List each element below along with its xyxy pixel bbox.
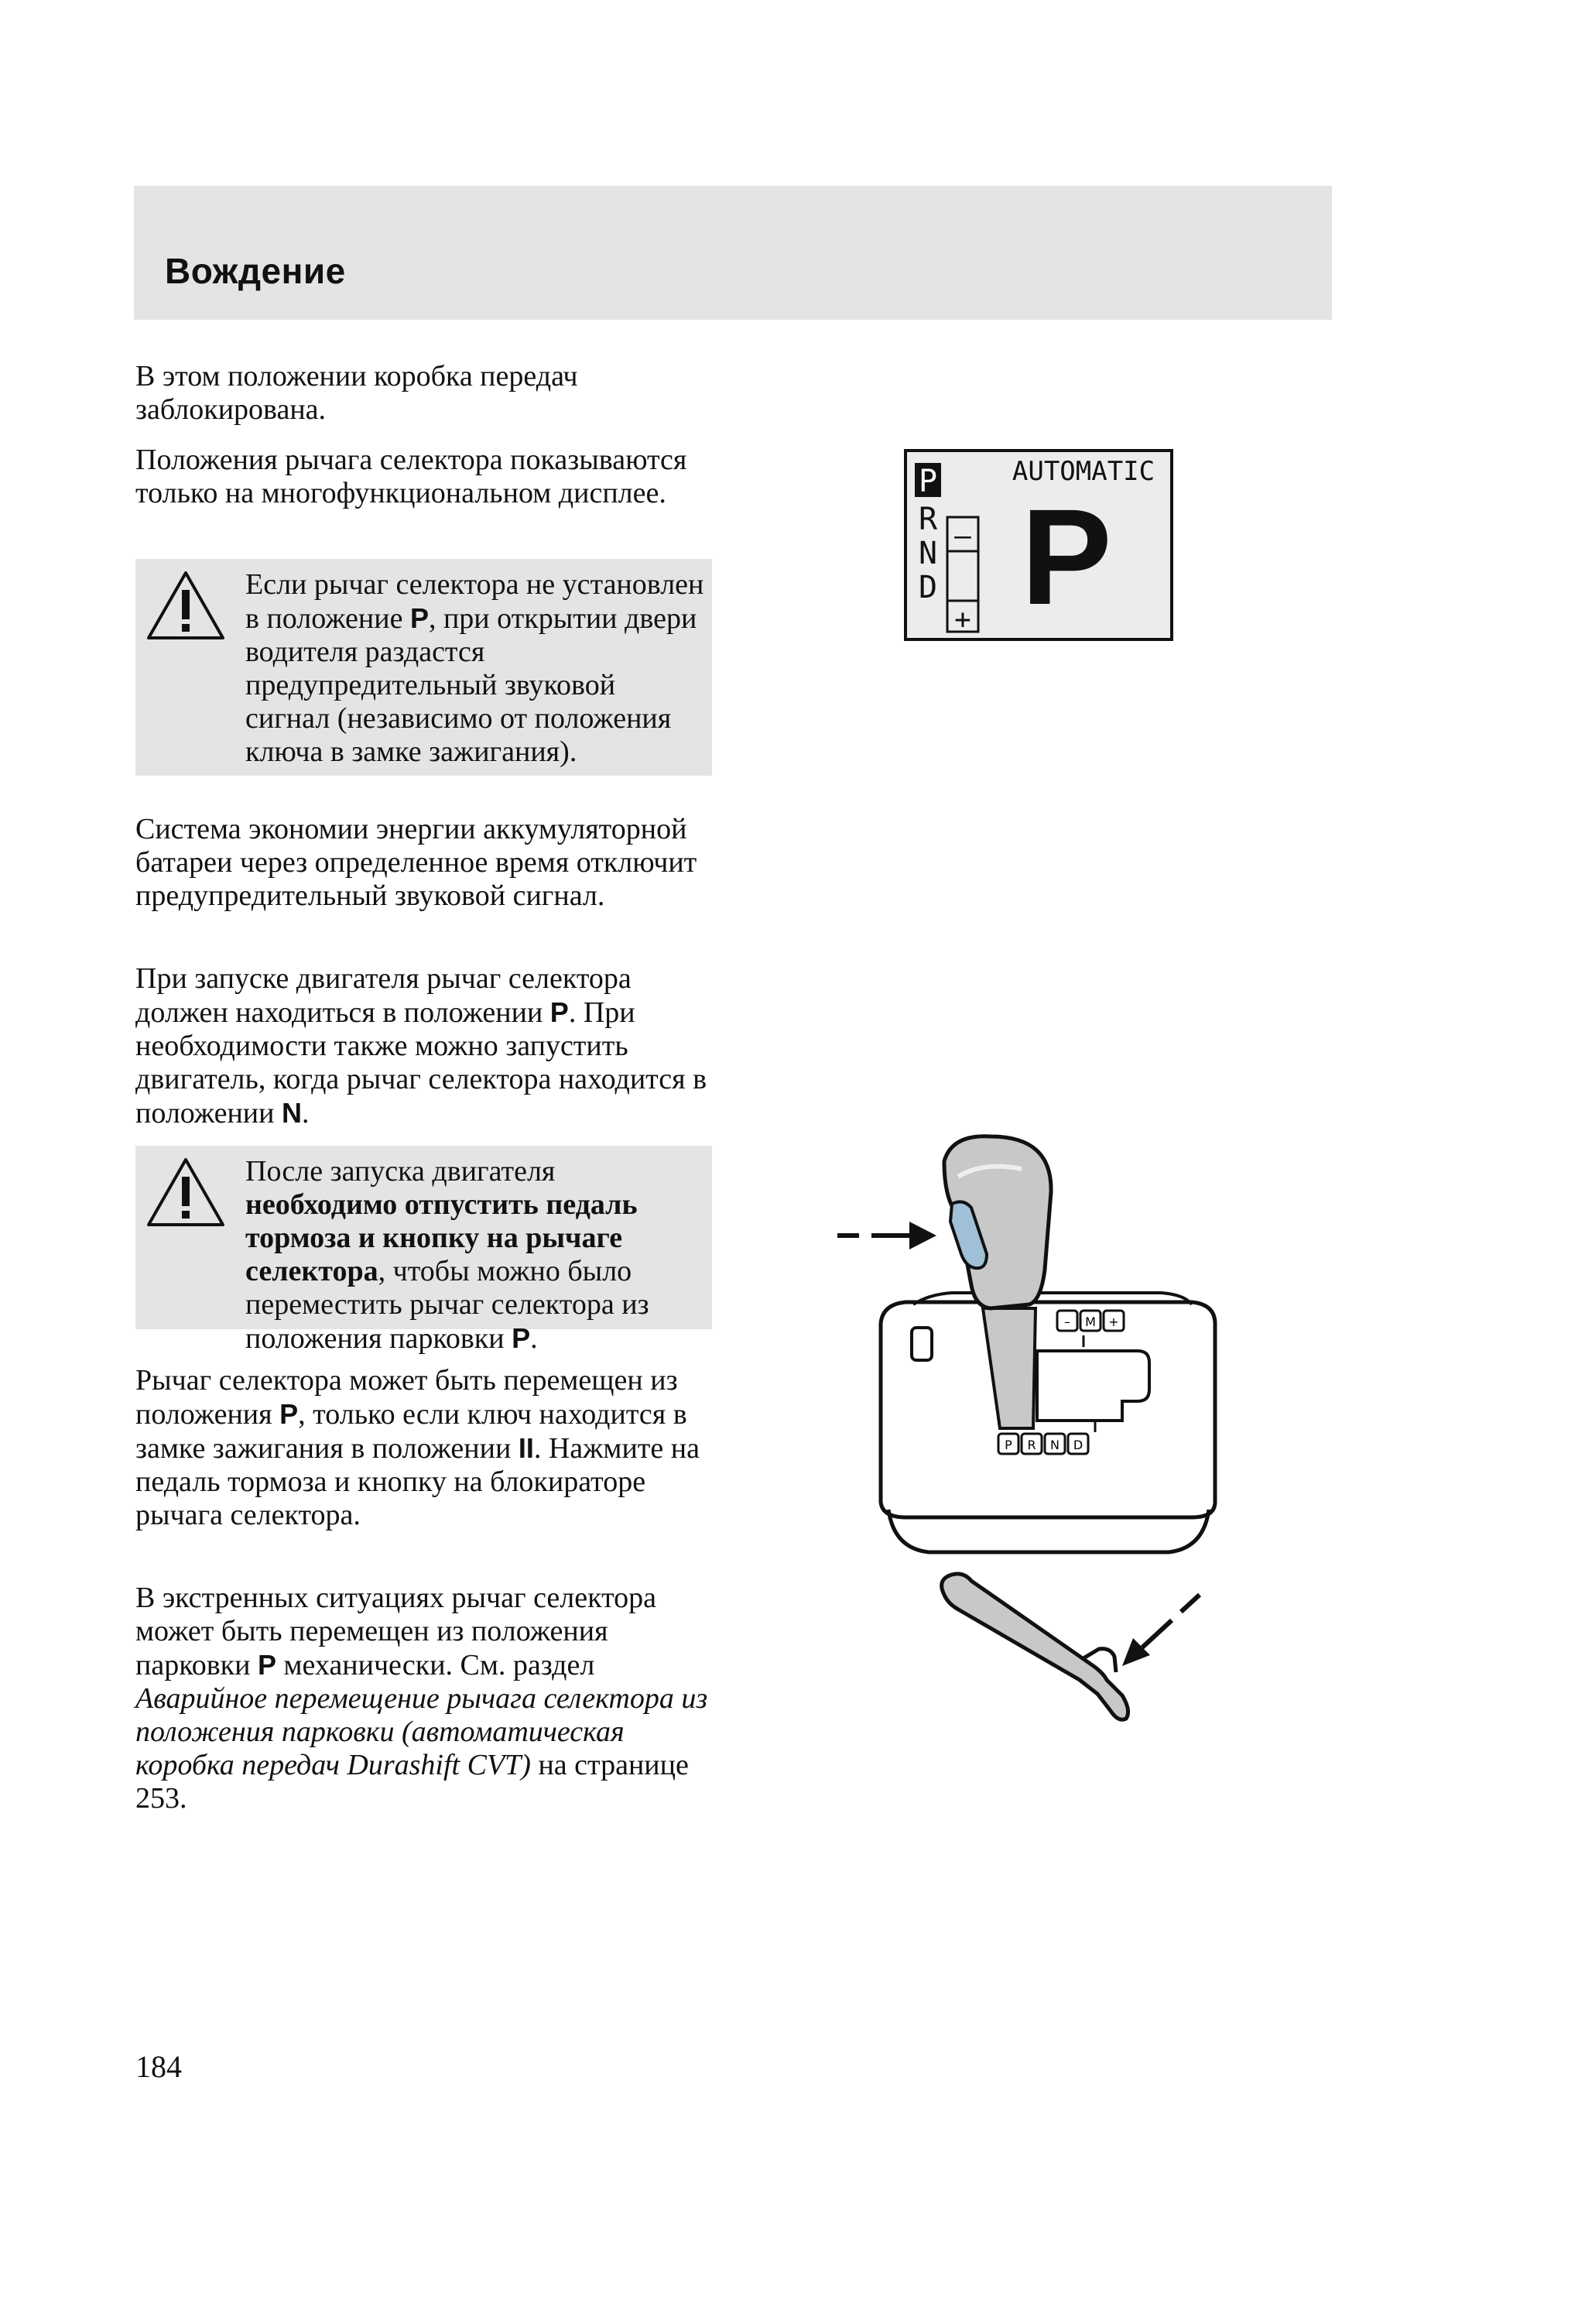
manual-plus-label: + (954, 604, 971, 636)
paragraph-5: Рычаг селектора может быть перемещен из положения P, только если ключ находится в замке зажигания в положении II. Нажмите на педаль тормоза и кнопку на блокираторе рычага селектора. (135, 1364, 700, 1531)
current-gear-text: P (1021, 482, 1112, 633)
gear-label: R (918, 502, 938, 537)
multifunction-display (904, 449, 1173, 641)
paragraph-1: В этом положении коробка передач заблокирована. (135, 360, 578, 426)
display-mode-text: AUTOMATIC (1012, 456, 1155, 487)
gate-label: – (1064, 1315, 1070, 1329)
gate-label: P (1005, 1438, 1012, 1452)
paragraph-4: При запуске двигателя рычаг селектора должен находиться в положении P. При необходимости также можно запустить двигатель, когда рычаг селектора находится в положении N. (135, 962, 707, 1129)
manual-minus-label: – (954, 520, 971, 552)
warning2-emphasis: необходимо отпустить педаль тормоза и кнопку на рычаге селектора (245, 1188, 638, 1287)
release-tool-illustration (929, 1564, 1207, 1734)
gate-label: N (1050, 1438, 1060, 1452)
gate-label: D (1073, 1438, 1083, 1452)
gate-manual-buttons (1057, 1311, 1124, 1331)
section-title: Вождение (165, 251, 346, 291)
gear-label: N (918, 536, 938, 571)
paragraph-2: Положения рычага селектора показываются только на многофункциональном дисплее. (135, 444, 687, 509)
gear-label: P (918, 464, 938, 499)
gate-label: M (1085, 1315, 1096, 1329)
paragraph-6: В экстренных ситуациях рычаг селектора может быть перемещен из положения парковки P механически. См. раздел Аварийное перемещение рычага селектора из положения парковки (автоматическая коробка передач Durashift CVT) на странице 253. (135, 1582, 708, 1815)
gear-label: D (918, 570, 938, 605)
cross-reference: Аварийное перемещение рычага селектора из положения парковки (автоматическая коробка передач Durashift CVT) (135, 1682, 708, 1781)
warning-box-1 (135, 559, 712, 776)
arrow-icon (909, 1222, 936, 1249)
warning1-gear-p: P (409, 602, 429, 634)
gate-label: R (1027, 1438, 1036, 1452)
gear-selector-illustration (828, 1130, 1246, 1564)
warning-box-2: После запуска двигателя необходимо отпустить педаль тормоза и кнопку на рычаге селектора, чтобы можно было переместить рычаг селектора из положения парковки P. (135, 1146, 712, 1329)
paragraph-3: Система экономии энергии аккумуляторной батареи через определенное время отключит предупредительный звуковой сигнал. (135, 813, 697, 912)
page-number: 184 (135, 2049, 182, 2084)
gate-label: + (1108, 1315, 1119, 1329)
warning1-text-b: , при открытии двери водителя раздастся предупредительный звуковой сигнал (независимо от положения ключа в замке зажигания). (245, 602, 697, 768)
warning1-text-a: Если рычаг селектора не установлен в положение (245, 568, 704, 635)
